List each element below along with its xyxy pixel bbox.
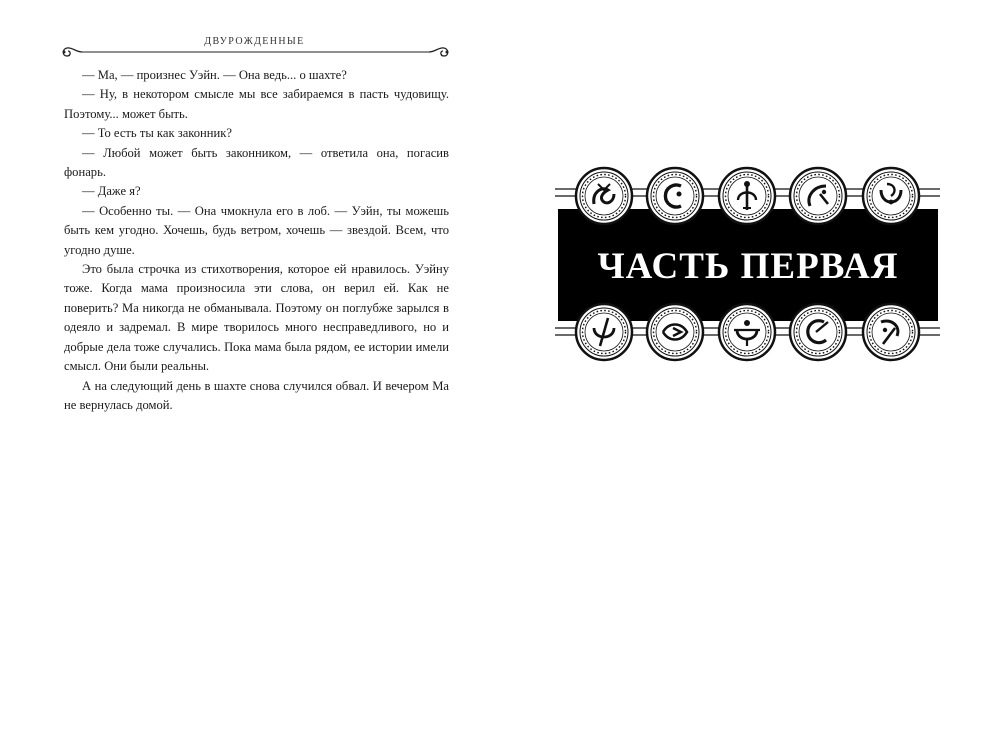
paragraph: — Любой может быть законником, — ответила она, погасив фонарь. [64,145,449,180]
allomancy-symbol-icon [647,168,703,224]
allomancy-symbol-icon [576,168,632,224]
running-head: ДВУРОЖДЕННЫЕ [204,36,305,47]
paragraph: — То есть ты как законник? [82,126,232,141]
allomancy-symbol-icon [863,168,919,224]
paragraph: А на следующий день в шахте снова случился обвал. И вечером Ма не вернулась домой. [64,378,449,412]
body-text [64,66,449,415]
part-title-illustration [500,0,1001,751]
allomancy-symbol-icon [647,304,703,360]
allomancy-symbol-icon [719,168,775,224]
left-page [0,0,500,751]
allomancy-symbol-icon [863,304,919,360]
ornament-rule-icon [60,43,451,61]
paragraph: — Особенно ты. — Она чмокнула его в лоб. — Уэйн, ты можешь быть кем угодно. Хочешь, будь ветром, хочешь — звездой. Всем, что угодно душе. [64,203,449,257]
right-page [500,0,1001,751]
paragraph: Это была строчка из стихотворения, которое ей нравилось. Уэйну тоже. Когда мама произносила эти слова, он верил ей. Как не поверить? Ма никогда не обманывала. Поэтому он поглубже зарылся в одеяло и задремал. В мире творилось много несправедливого, но и добрые дела тоже случались. Пока мама была рядом, ее истории имели смысл. Они были реальны. [64,262,449,374]
paragraph: — Ма, — произнес Уэйн. — Она ведь... о шахте? [82,68,347,82]
allomancy-symbol-icon [790,168,846,224]
paragraph: — Даже я? [82,184,141,199]
part-title: ЧАСТЬ ПЕРВАЯ [597,246,899,287]
allomancy-symbol-icon [576,304,632,360]
paragraph: — Ну, в некотором смысле мы все забираемся в пасть чудовищу. Поэтому... может быть. [64,87,449,121]
allomancy-symbol-icon [719,304,775,360]
allomancy-symbol-icon [790,304,846,360]
